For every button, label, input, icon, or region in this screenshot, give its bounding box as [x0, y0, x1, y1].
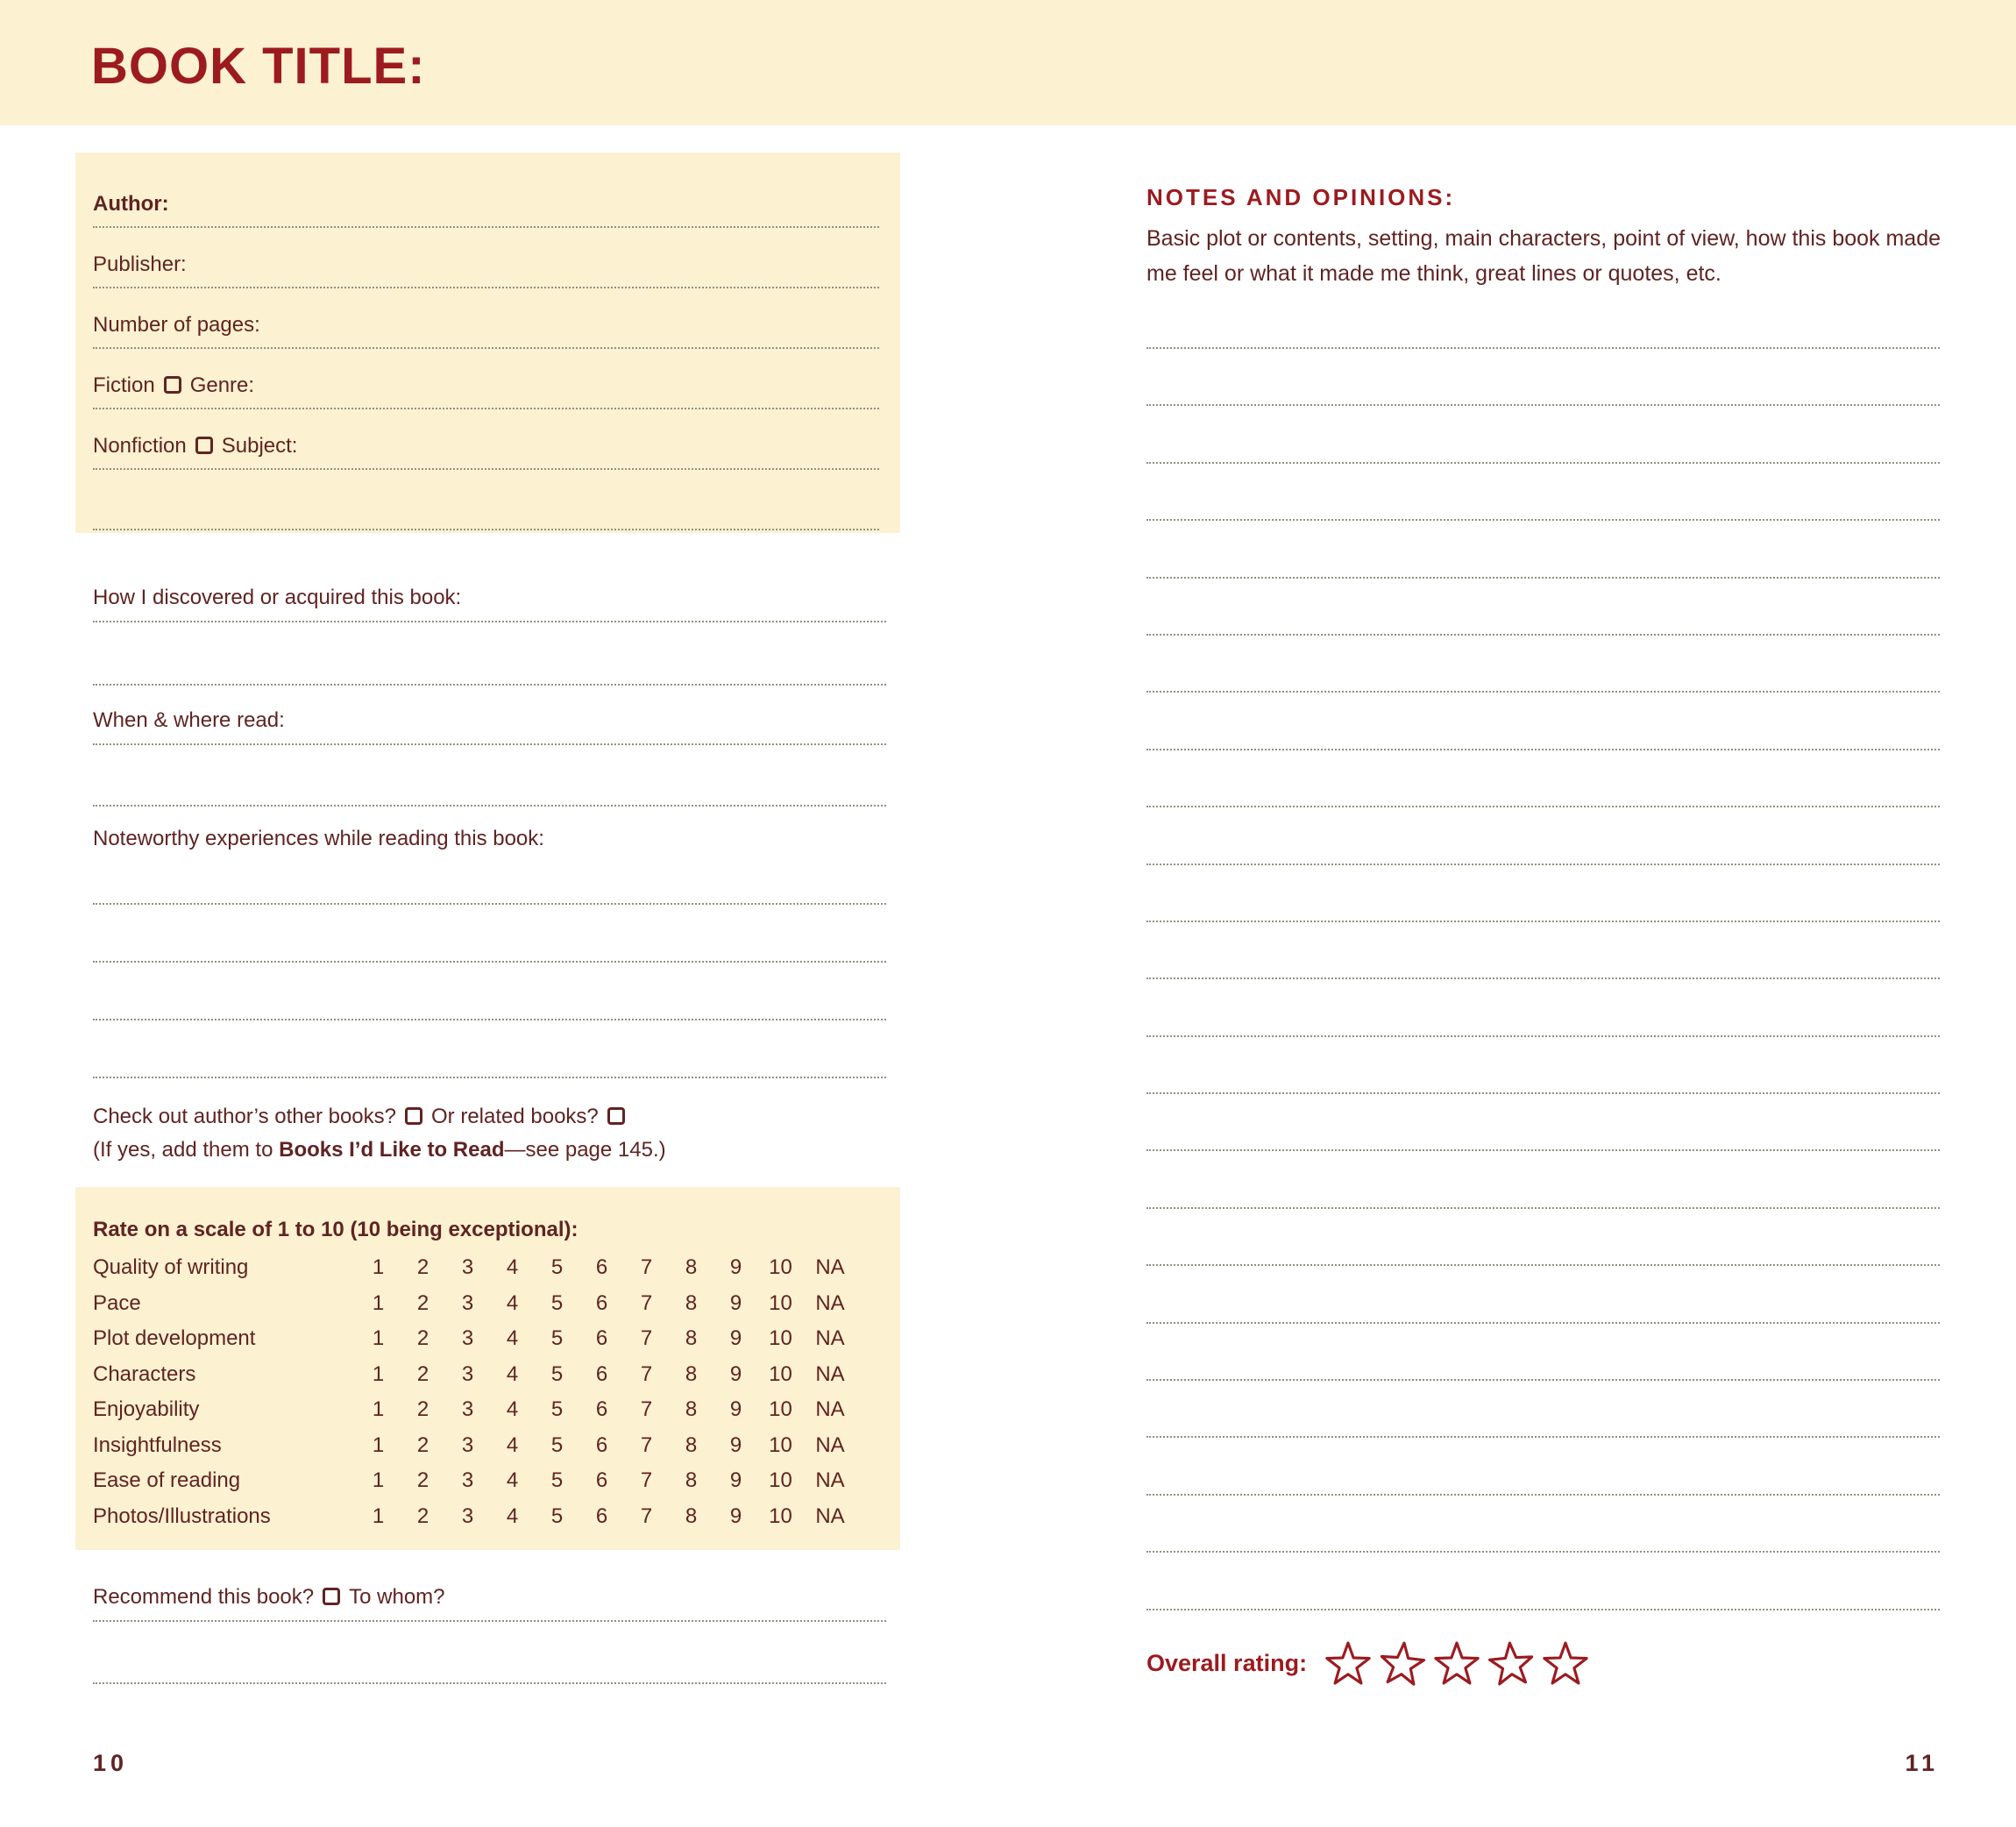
notes-write-line[interactable] — [1146, 462, 1940, 464]
rating-value-6[interactable]: 6 — [595, 1361, 608, 1386]
rating-value-8[interactable]: 8 — [685, 1432, 698, 1457]
rating-value-9[interactable]: 9 — [729, 1504, 742, 1528]
rating-value-8[interactable]: 8 — [685, 1326, 698, 1350]
notes-write-line[interactable] — [1146, 1322, 1940, 1324]
rating-value-8[interactable]: 8 — [685, 1468, 698, 1492]
rating-value-9[interactable]: 9 — [729, 1468, 742, 1492]
rating-value-10[interactable]: 10 — [769, 1432, 792, 1457]
rating-value-NA[interactable]: NA — [815, 1255, 845, 1279]
rating-value-4[interactable]: 4 — [506, 1290, 519, 1315]
nonfiction-subject-input-line[interactable] — [93, 433, 879, 470]
rating-value-8[interactable]: 8 — [685, 1397, 698, 1421]
rating-value-NA[interactable]: NA — [815, 1432, 845, 1457]
rating-value-7[interactable]: 7 — [640, 1468, 653, 1492]
pages-label: Number of pages: — [93, 313, 260, 337]
rating-value-7[interactable]: 7 — [640, 1397, 653, 1421]
notes-write-line[interactable] — [1146, 1551, 1940, 1553]
rating-value-6[interactable]: 6 — [595, 1468, 608, 1492]
noteworthy-write-line[interactable] — [93, 903, 886, 905]
rating-value-5[interactable]: 5 — [550, 1361, 564, 1386]
rating-row — [93, 1286, 879, 1322]
noteworthy-label-text: Noteworthy experiences while reading this book: — [93, 827, 544, 850]
notes-write-line[interactable] — [1146, 1494, 1940, 1496]
notes-write-line[interactable] — [1146, 1609, 1940, 1610]
checkout-other-books-label: Check out author’s other books? — [93, 1105, 396, 1128]
nonfiction-label: Nonfiction — [93, 434, 187, 458]
rating-value-4[interactable]: 4 — [506, 1397, 519, 1421]
notes-write-line[interactable] — [1146, 1149, 1940, 1151]
recommend-input-line[interactable] — [93, 1583, 886, 1622]
rating-value-7[interactable]: 7 — [640, 1504, 653, 1528]
rating-value-3[interactable]: 3 — [461, 1255, 474, 1279]
author-label: Author: — [93, 192, 169, 216]
rating-title: Rate on a scale of 1 to 10 (10 being exceptional): — [93, 1218, 579, 1241]
related-books-label: Or related books? — [431, 1105, 599, 1128]
rating-row — [93, 1357, 879, 1393]
rating-value-2[interactable]: 2 — [416, 1326, 429, 1350]
rating-row — [93, 1392, 879, 1428]
notes-write-line[interactable] — [1146, 806, 1940, 807]
rating-value-1[interactable]: 1 — [372, 1361, 385, 1386]
rating-value-5[interactable]: 5 — [550, 1326, 564, 1350]
notes-heading: NOTES AND OPINIONS: — [1146, 184, 1456, 210]
notes-write-line[interactable] — [1146, 577, 1940, 579]
rating-value-10[interactable]: 10 — [769, 1397, 792, 1421]
notes-write-line[interactable] — [1146, 691, 1940, 693]
rating-value-5[interactable]: 5 — [550, 1468, 564, 1492]
rating-value-3[interactable]: 3 — [461, 1432, 474, 1457]
rating-value-NA[interactable]: NA — [815, 1290, 845, 1315]
recommend-label: Recommend this book? — [93, 1585, 315, 1609]
discovered-extra-line[interactable] — [93, 684, 886, 686]
rating-value-4[interactable]: 4 — [506, 1326, 519, 1350]
rating-value-10[interactable]: 10 — [769, 1504, 792, 1528]
genre-label: Genre: — [189, 373, 255, 397]
rating-value-4[interactable]: 4 — [506, 1255, 519, 1279]
rating-value-5[interactable]: 5 — [550, 1255, 564, 1279]
recommend-checkbox[interactable] — [323, 1588, 340, 1605]
to-whom-label: To whom? — [349, 1585, 445, 1609]
noteworthy-label — [93, 825, 886, 853]
publisher-input-line[interactable] — [93, 252, 879, 288]
rating-value-5[interactable]: 5 — [550, 1504, 564, 1528]
when-where-extra-line[interactable] — [93, 805, 886, 807]
notes-write-line[interactable] — [1146, 1379, 1940, 1381]
overall-rating — [1146, 1638, 1591, 1688]
rating-value-3[interactable]: 3 — [461, 1361, 474, 1386]
other-books-checkbox[interactable] — [405, 1107, 422, 1125]
notes-write-line[interactable] — [1146, 634, 1940, 636]
rating-row — [93, 1428, 879, 1464]
noteworthy-write-line[interactable] — [93, 1019, 886, 1020]
rating-category-label: Pace — [93, 1290, 141, 1315]
rating-value-9[interactable]: 9 — [729, 1432, 742, 1457]
rating-value-2[interactable]: 2 — [416, 1255, 429, 1279]
notes-write-line[interactable] — [1146, 864, 1940, 865]
star-icon[interactable] — [1540, 1638, 1591, 1688]
notes-write-line[interactable] — [1146, 1436, 1940, 1438]
rating-value-9[interactable]: 9 — [729, 1397, 742, 1421]
if-yes-suffix: —see page 145.) — [504, 1138, 666, 1162]
notes-description: Basic plot or contents, setting, main characters, point of view, how this book made me feel or what it made me think, great lines or quotes, etc. — [1146, 226, 1941, 286]
rating-value-6[interactable]: 6 — [595, 1504, 608, 1528]
rating-category-label: Insightfulness — [93, 1432, 222, 1457]
notes-write-line[interactable] — [1146, 404, 1940, 406]
notes-write-line[interactable] — [1146, 347, 1940, 349]
if-yes-line — [93, 1136, 886, 1164]
rating-value-3[interactable]: 3 — [461, 1290, 474, 1315]
fiction-genre-input-line[interactable] — [93, 373, 879, 409]
star-icon[interactable] — [1375, 1636, 1430, 1691]
rating-row — [93, 1321, 879, 1357]
rating-value-NA[interactable]: NA — [815, 1468, 845, 1492]
discovered-label: How I discovered or acquired this book: — [93, 586, 462, 609]
notes-lines — [1146, 347, 1940, 1666]
rating-value-10[interactable]: 10 — [769, 1290, 792, 1315]
rating-value-7[interactable]: 7 — [640, 1326, 653, 1350]
rating-value-4[interactable]: 4 — [506, 1504, 519, 1528]
related-books-checkbox[interactable] — [607, 1107, 625, 1125]
rating-value-10[interactable]: 10 — [769, 1468, 792, 1492]
discovered-input-line[interactable] — [93, 584, 886, 622]
rating-value-8[interactable]: 8 — [685, 1255, 698, 1279]
books-id-like-to-read-ref: Books I’d Like to Read — [279, 1138, 505, 1162]
rating-value-1[interactable]: 1 — [372, 1504, 385, 1528]
rating-category-label: Ease of reading — [93, 1468, 241, 1492]
notes-write-line[interactable] — [1146, 977, 1940, 979]
page-number-left: 10 — [93, 1750, 129, 1776]
rating-value-2[interactable]: 2 — [416, 1290, 429, 1315]
rating-value-1[interactable]: 1 — [372, 1255, 385, 1279]
if-yes-prefix: (If yes, add them to — [93, 1138, 280, 1162]
notes-write-line[interactable] — [1146, 1092, 1940, 1094]
rating-value-10[interactable]: 10 — [769, 1361, 792, 1386]
rating-value-5[interactable]: 5 — [550, 1432, 564, 1457]
rating-value-9[interactable]: 9 — [729, 1361, 742, 1386]
rating-value-10[interactable]: 10 — [769, 1255, 792, 1279]
rating-value-NA[interactable]: NA — [815, 1504, 845, 1528]
rating-value-6[interactable]: 6 — [595, 1432, 608, 1457]
rating-value-NA[interactable]: NA — [815, 1326, 845, 1350]
noteworthy-write-line[interactable] — [93, 961, 886, 963]
rating-value-2[interactable]: 2 — [416, 1361, 429, 1386]
rating-rows — [93, 1250, 879, 1534]
rating-value-5[interactable]: 5 — [550, 1397, 564, 1421]
rating-value-10[interactable]: 10 — [769, 1326, 792, 1350]
rating-value-2[interactable]: 2 — [416, 1468, 429, 1492]
rating-value-6[interactable]: 6 — [595, 1255, 608, 1279]
rating-row — [93, 1499, 879, 1535]
notes-write-line[interactable] — [1146, 921, 1940, 922]
rating-row — [93, 1463, 879, 1499]
rating-value-1[interactable]: 1 — [372, 1468, 385, 1492]
rating-value-4[interactable]: 4 — [506, 1468, 519, 1492]
rating-value-8[interactable]: 8 — [685, 1290, 698, 1315]
rating-value-7[interactable]: 7 — [640, 1255, 653, 1279]
rating-value-7[interactable]: 7 — [640, 1361, 653, 1386]
rating-value-1[interactable]: 1 — [372, 1326, 385, 1350]
rating-value-6[interactable]: 6 — [595, 1397, 608, 1421]
book-info-box — [75, 153, 900, 533]
rating-category-label: Characters — [93, 1361, 196, 1386]
checkout-line — [93, 1103, 886, 1131]
rating-value-1[interactable]: 1 — [372, 1290, 385, 1315]
rating-value-2[interactable]: 2 — [416, 1432, 429, 1457]
rating-value-1[interactable]: 1 — [372, 1397, 385, 1421]
publisher-label: Publisher: — [93, 252, 187, 276]
nonfiction-checkbox[interactable] — [195, 437, 213, 454]
rating-category-label: Enjoyability — [93, 1397, 200, 1421]
pages-input-line[interactable] — [93, 312, 879, 349]
star-icon[interactable] — [1431, 1638, 1482, 1688]
star-icon[interactable] — [1323, 1638, 1374, 1688]
recommend-extra-line[interactable] — [93, 1682, 886, 1684]
rating-value-7[interactable]: 7 — [640, 1290, 653, 1315]
rating-value-7[interactable]: 7 — [640, 1432, 653, 1457]
rating-value-3[interactable]: 3 — [461, 1326, 474, 1350]
star-icon[interactable] — [1484, 1636, 1538, 1690]
rating-value-3[interactable]: 3 — [461, 1504, 474, 1528]
noteworthy-write-line[interactable] — [93, 1077, 886, 1078]
fiction-checkbox[interactable] — [164, 376, 181, 394]
notes-write-line[interactable] — [1146, 1264, 1940, 1266]
subject-label: Subject: — [221, 434, 298, 458]
rating-value-8[interactable]: 8 — [685, 1361, 698, 1386]
notes-write-line[interactable] — [1146, 749, 1940, 750]
rating-value-2[interactable]: 2 — [416, 1504, 429, 1528]
info-extra-input-line[interactable] — [93, 494, 879, 530]
rating-value-NA[interactable]: NA — [815, 1397, 845, 1421]
overall-stars — [1323, 1638, 1591, 1688]
author-input-line[interactable] — [93, 191, 879, 228]
title-band — [0, 0, 2016, 125]
rating-category-label: Quality of writing — [93, 1255, 249, 1279]
notes-write-line[interactable] — [1146, 1207, 1940, 1209]
page-number-right: 11 — [1905, 1750, 1939, 1776]
rating-value-9[interactable]: 9 — [729, 1290, 742, 1315]
rating-value-3[interactable]: 3 — [461, 1468, 474, 1492]
notes-write-line[interactable] — [1146, 519, 1940, 521]
rating-box — [75, 1187, 900, 1550]
rating-value-3[interactable]: 3 — [461, 1397, 474, 1421]
rating-value-9[interactable]: 9 — [729, 1326, 742, 1350]
rating-value-6[interactable]: 6 — [595, 1290, 608, 1315]
when-where-label: When & where read: — [93, 708, 285, 732]
rating-value-5[interactable]: 5 — [550, 1290, 564, 1315]
rating-category-label: Plot development — [93, 1326, 256, 1350]
rating-row — [93, 1250, 879, 1286]
rating-value-2[interactable]: 2 — [416, 1397, 429, 1421]
notes-write-line[interactable] — [1146, 1035, 1940, 1037]
book-title-label: BOOK TITLE: — [91, 38, 426, 95]
rating-value-1[interactable]: 1 — [372, 1432, 385, 1457]
overall-rating-label: Overall rating: — [1146, 1649, 1308, 1676]
when-where-input-line[interactable] — [93, 707, 886, 745]
rating-value-4[interactable]: 4 — [506, 1432, 519, 1457]
rating-category-label: Photos/Illustrations — [93, 1504, 271, 1528]
rating-value-4[interactable]: 4 — [506, 1361, 519, 1386]
fiction-label: Fiction — [93, 373, 155, 397]
rating-value-8[interactable]: 8 — [685, 1504, 698, 1528]
rating-value-6[interactable]: 6 — [595, 1326, 608, 1350]
rating-value-NA[interactable]: NA — [815, 1361, 845, 1386]
rating-value-9[interactable]: 9 — [729, 1255, 742, 1279]
